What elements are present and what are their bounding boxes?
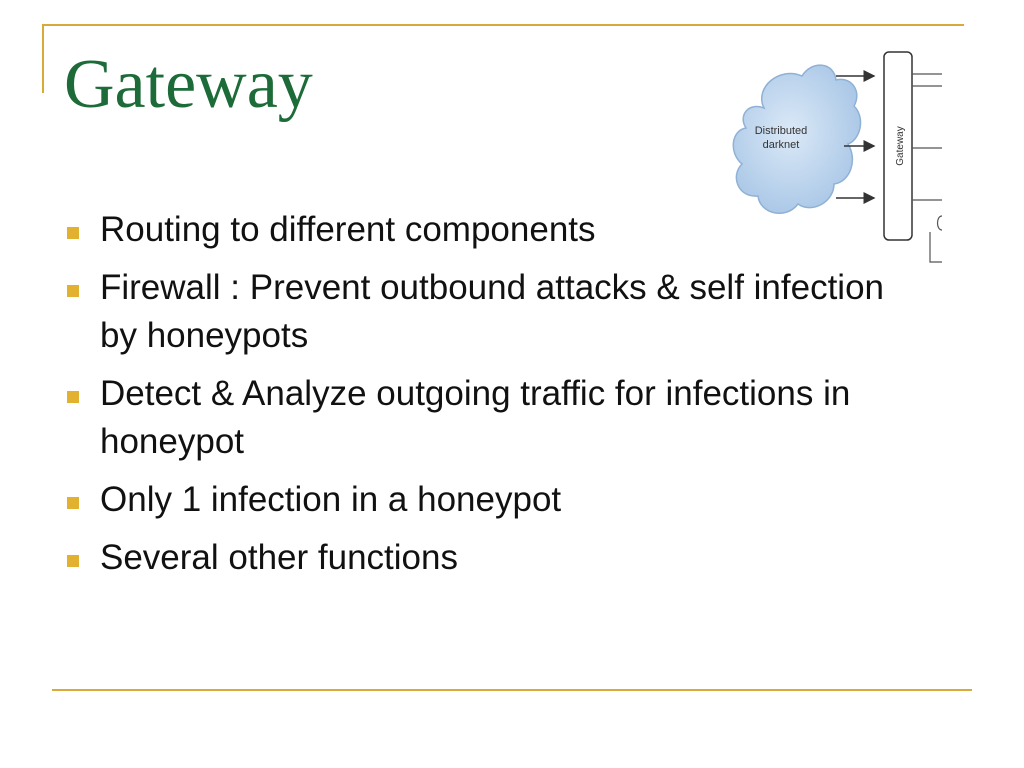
out-line-5 [930,232,942,262]
left-border-line [42,24,44,93]
bullet-square-icon [67,391,79,403]
bullet-item [58,264,918,360]
slide-title: Gateway [64,46,313,123]
cloud-label-line2: darknet [762,139,800,151]
bullet-square-icon [67,555,79,567]
bullet-text: Detect & Analyze outgoing traffic for infections in honeypot [100,374,851,461]
bullet-item [58,206,918,254]
bullet-square-icon [67,285,79,297]
top-border-line [42,24,964,26]
bullet-square-icon [67,227,79,239]
gateway-box-label: Gateway [895,126,906,166]
cloud-label-line1: Distributed [754,125,808,137]
bullet-text: Several other functions [100,538,458,577]
bullet-item [58,370,918,466]
bullet-text: Firewall : Prevent outbound attacks & self infection by honeypots [100,268,885,355]
bullet-text: Only 1 infection in a honeypot [100,480,562,519]
bullet-item [58,476,918,524]
bullet-square-icon [67,497,79,509]
bottom-border-line [52,689,972,691]
out-curve [938,216,943,230]
bullet-list [58,206,918,592]
bullet-text: Routing to different components [100,210,596,249]
bullet-item [58,534,918,582]
